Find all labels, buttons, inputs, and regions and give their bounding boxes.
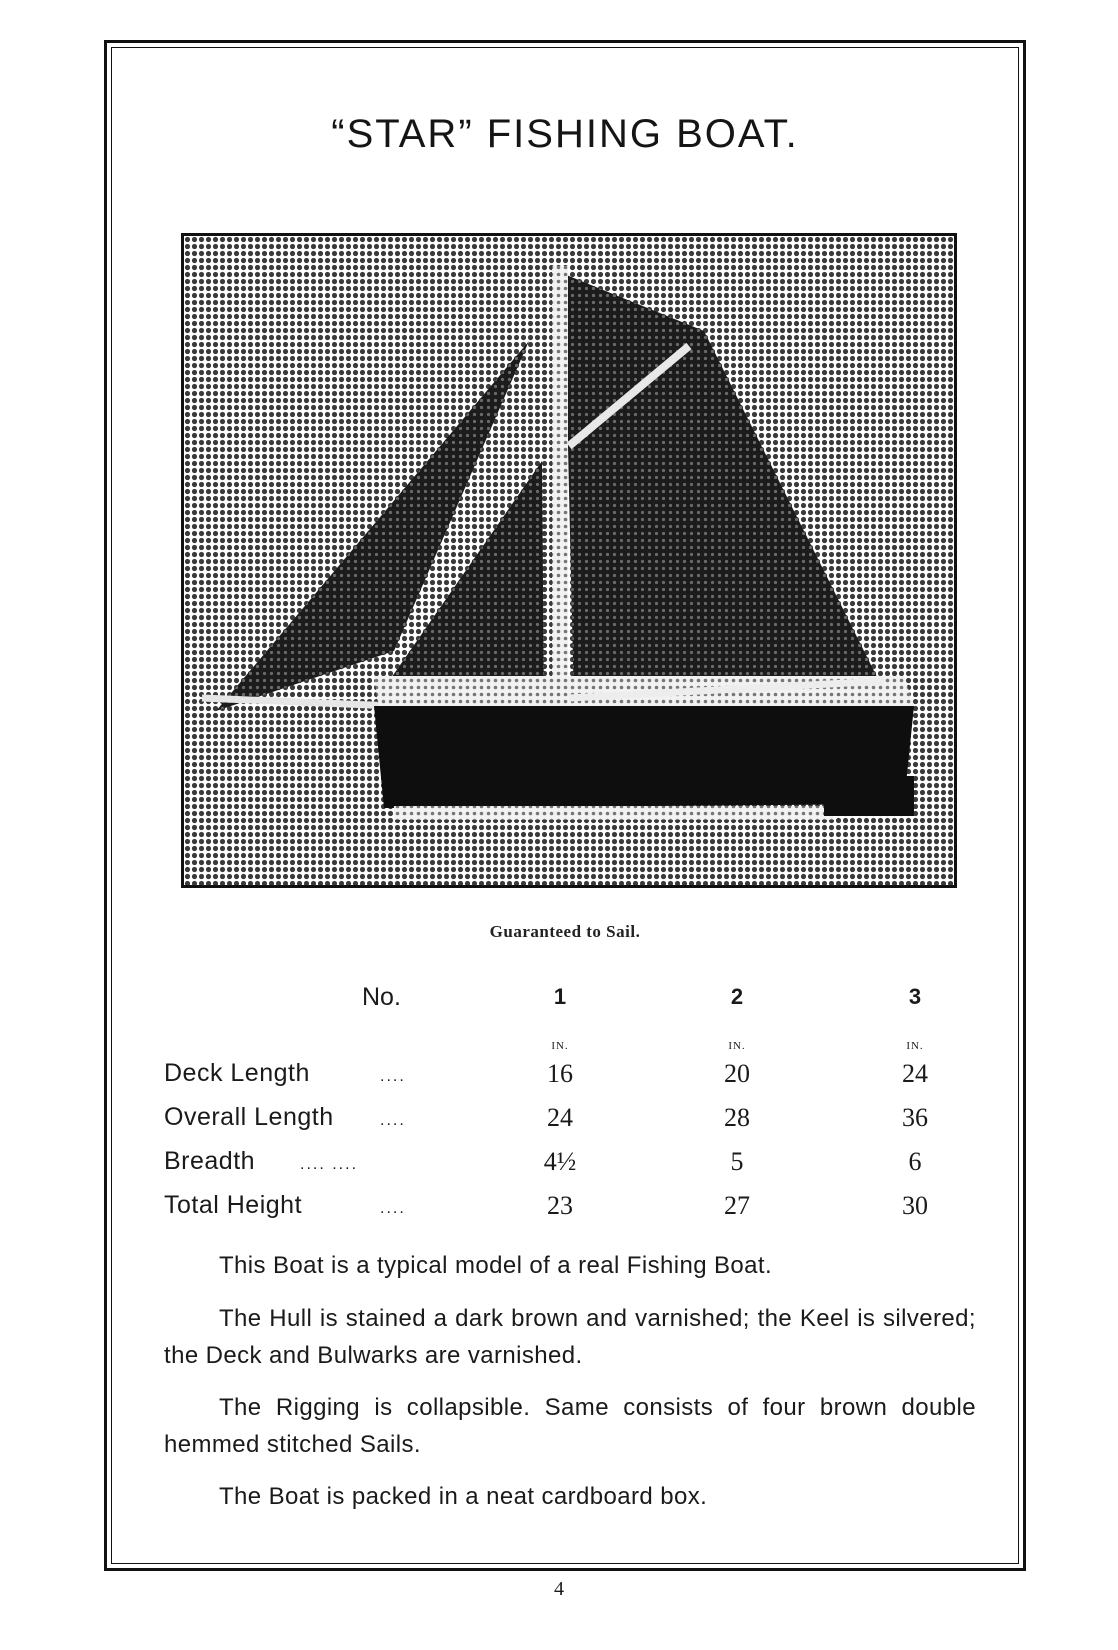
- description-paragraph: [164, 1300, 976, 1374]
- table-cell: 24: [902, 1059, 928, 1088]
- boat-photo: [181, 233, 957, 888]
- unit-label-1: IN.: [551, 1040, 569, 1052]
- page-number: 4: [554, 1578, 564, 1600]
- row-leader-dots: ....: [380, 1200, 406, 1217]
- table-cell: 6: [908, 1147, 922, 1176]
- table-cell: 30: [902, 1191, 928, 1220]
- table-cell: 36: [902, 1103, 928, 1132]
- unit-label-2: IN.: [728, 1040, 746, 1052]
- table-no-label: No.: [362, 983, 401, 1011]
- description-paragraph: [164, 1389, 976, 1463]
- description-paragraph: [164, 1478, 976, 1515]
- column-header-3: 3: [908, 984, 922, 1009]
- page-title: “STAR” FISHING BOAT.: [331, 112, 799, 156]
- row-leader-dots: ....: [380, 1068, 406, 1085]
- paragraph-text: The Boat is packed in a neat cardboard box.: [219, 1483, 708, 1510]
- paragraph-text: The Hull is stained a dark brown and varnished; the Keel is silvered; the Deck and Bulwarks are varnished.: [164, 1305, 976, 1369]
- paragraph-text: This Boat is a typical model of a real Fishing Boat.: [219, 1252, 773, 1279]
- description-paragraph: [164, 1247, 976, 1284]
- table-cell: 28: [724, 1103, 750, 1132]
- column-header-2: 2: [730, 984, 744, 1009]
- unit-label-3: IN.: [906, 1040, 924, 1052]
- table-cell: 5: [730, 1147, 744, 1176]
- table-cell: 24: [547, 1103, 573, 1132]
- table-cell: 23: [547, 1191, 573, 1220]
- table-cell: 16: [547, 1059, 573, 1088]
- column-header-1: 1: [553, 984, 567, 1009]
- row-label-breadth: Breadth: [164, 1147, 256, 1175]
- row-leader-dots: ....: [380, 1112, 406, 1129]
- table-cell: 27: [724, 1191, 750, 1220]
- row-label-total-height: Total Height: [164, 1191, 303, 1219]
- table-cell: 4½: [543, 1147, 577, 1176]
- photo-caption: Guaranteed to Sail.: [489, 922, 641, 941]
- table-cell: 20: [724, 1059, 750, 1088]
- row-label-overall-length: Overall Length: [164, 1103, 334, 1131]
- paragraph-text: The Rigging is collapsible. Same consists of four brown double hemmed stitched Sails.: [164, 1394, 976, 1458]
- row-leader-dots: .... ....: [300, 1156, 359, 1173]
- row-label-deck-length: Deck Length: [164, 1059, 310, 1087]
